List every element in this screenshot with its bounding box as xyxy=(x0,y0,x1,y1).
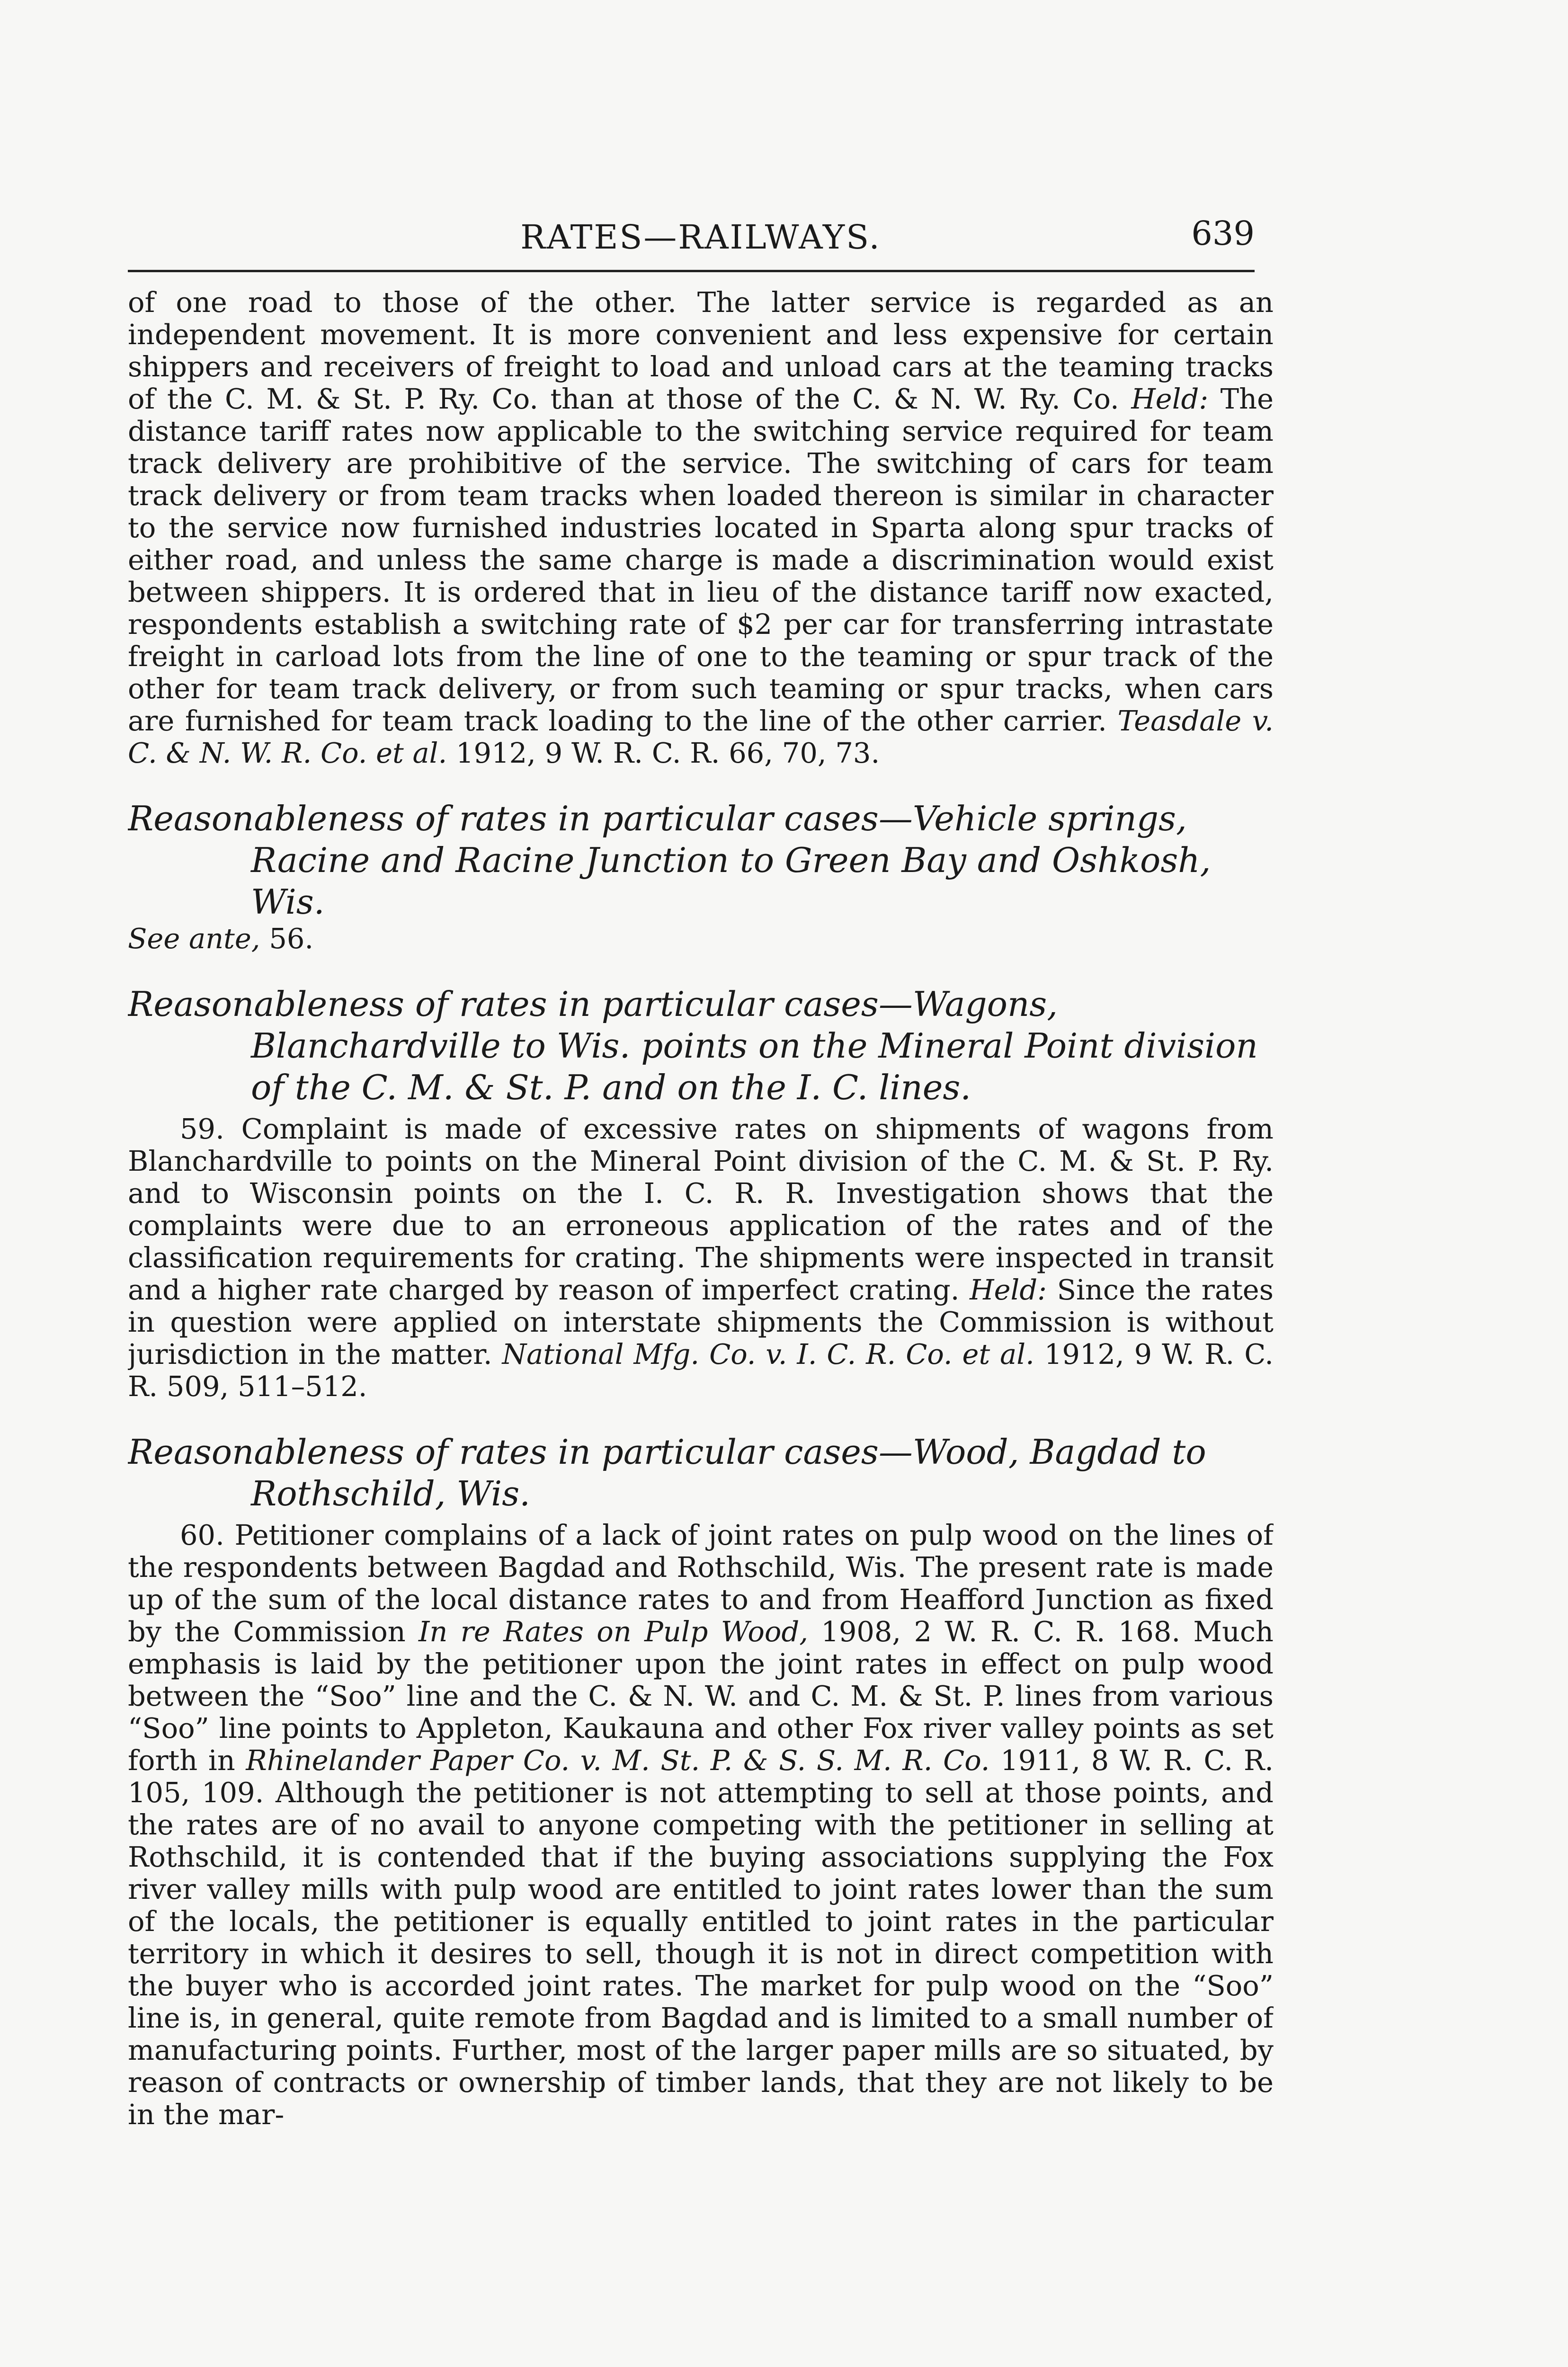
paragraph-59: 59. Complaint is made of excessive rates on shipments of wagons from Blanchardville to points on the Mineral Point division of the C. M. & St. P. Ry. and to Wisconsin points on the I. C. R. R. Investigation shows that the complaints were due to an erroneous application of the rates and of the classification requirements for crating. The shipments were inspected in transit and a higher rate charged by reason of imperfect crating. Held: Since the rates in question were applied on interstate shipments the Commission is without jurisdiction in the matter. National Mfg. Co. v. I. C. R. Co. et al. 1912, 9 W. R. C. R. 509, 511–512. xyxy=(128,1112,1274,1403)
section-heading-vehicle-springs: Reasonableness of rates in particular cases—Vehicle springs, Racine and Racine Junction to Green Bay and Oshkosh, Wis. xyxy=(128,799,1211,922)
case-citation: National Mfg. Co. v. I. C. R. Co. et al. xyxy=(502,1338,1034,1370)
case-citation: Teasdale v. C. & N. W. R. Co. et al. xyxy=(128,704,1274,769)
book-page xyxy=(128,208,1274,2367)
paragraph-60: 60. Petitioner complains of a lack of joint rates on pulp wood on the lines of the respondents between Bagdad and Rothschild, Wis. The present rate is made up of the sum of the local distance rates to and from Heafford Junction as fixed by the Commission In re Rates on Pulp Wood, 1908, 2 W. R. C. R. 168. Much emphasis is laid by the petitioner upon the joint rates in effect on pulp wood between the “Soo” line and the C. & N. W. and C. M. & St. P. lines from various “Soo” line points to Appleton, Kaukauna and other Fox river valley points as set forth in Rhinelander Paper Co. v. M. St. P. & S. S. M. R. Co. 1911, 8 W. R. C. R. 105, 109. Although the petitioner is not attempting to sell at those points, and the rates are of no avail to anyone competing with the petitioner in selling at Rothschild, it is contended that if the buying associations supplying the Fox river valley mills with pulp wood are entitled to joint rates lower than the sum of the locals, the petitioner is equally entitled to joint rates in the particular territory in which it desires to sell, though it is not in direct competition with the buyer who is accorded joint rates. The market for pulp wood on the “Soo” line is, in general, quite remote from Bagdad and is limited to a small number of manufacturing points. Further, most of the larger paper mills are so situated, by reason of contracts or ownership of timber lands, that they are not likely to be in the mar- xyxy=(128,1519,1274,2131)
cross-reference: See ante, 56. xyxy=(128,922,314,955)
case-citation: Rhinelander Paper Co. v. M. St. P. & S. S. M. R. Co. xyxy=(246,1744,990,1777)
body-text xyxy=(128,286,1274,769)
page-number: 639 xyxy=(1191,214,1255,253)
paragraph-continued: of one road to those of the other. The latter service is regarded as an independent movement. It is more convenient and less expensive for certain shippers and receivers of freight to load and unload cars at the teaming tracks of the C. M. & St. P. Ry. Co. than at those of the C. & N. W. Ry. Co. Held: The distance tariff rates now applicable to the switching service required for team track delivery are prohibitive of the service. The switching of cars for team track delivery or from team tracks when loaded thereon is similar in character to the service now furnished industries located in Sparta along spur tracks of either road, and unless the same charge is made a discrimination would exist between shippers. It is ordered that in lieu of the distance tariff now exacted, respondents establish a switching rate of $2 per car for transferring intrastate freight in carload lots from the line of one to the teaming or spur track of the other for team track delivery, or from such teaming or spur tracks, when cars are furnished for team track loading to the line of the other carrier. Teasdale v. C. & N. W. R. Co. et al. 1912, 9 W. R. C. R. 66, 70, 73. xyxy=(128,286,1274,769)
held-label: Held: xyxy=(970,1273,1047,1306)
case-citation: In re Rates on Pulp Wood, xyxy=(419,1615,808,1648)
running-header xyxy=(128,208,1274,270)
section-heading-wood: Reasonableness of rates in particular cases—Wood, Bagdad to Rothschild, Wis. xyxy=(128,1432,1206,1513)
held-label: Held: xyxy=(1131,383,1209,415)
section-heading-wagons: Reasonableness of rates in particular cases—Wagons, Blanchardville to Wis. points on the Mineral Point division of the C. M. & St. P. and on the I. C. lines. xyxy=(128,984,1258,1107)
running-title: RATES—RAILWAYS. xyxy=(520,218,881,257)
header-rule xyxy=(128,270,1255,272)
